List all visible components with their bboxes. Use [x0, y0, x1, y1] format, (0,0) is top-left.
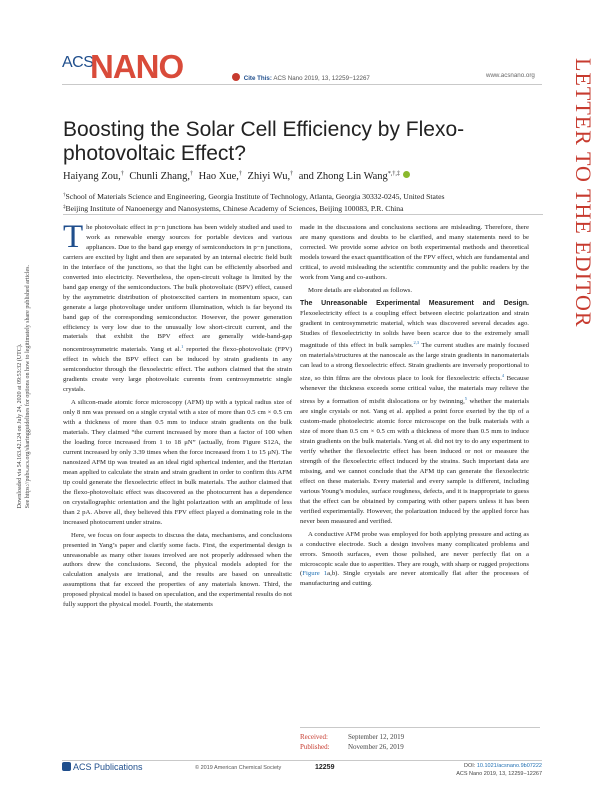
affiliation: †School of Materials Science and Engineering, Georgia Institute of Technology, Atlanta, Georgia 30332-0245, United States — [63, 192, 445, 201]
acs-publications-icon — [62, 762, 71, 771]
side-tab — [558, 0, 600, 785]
published-date: Published: November 26, 2019 — [300, 743, 404, 751]
author: Chunli Zhang,† — [129, 171, 194, 182]
citation-link[interactable]: 4 — [501, 373, 505, 379]
orcid-icon[interactable] — [403, 171, 410, 178]
paragraph: Here, we focus on four aspects to discuss the data, mechanisms, and conclusions presented in Yang’s paper and clarify some facts. First, the experimental design is unreasonable as many other issues involved are not properly addressed when the authors drew the conclusions. Second, the physical models adopted for the calculation analysis are irrational, and the results are based on unrealistic assumptions that far exceed the properties of any materials known. Third, the proposed physical model is based on speculation, and the experimental results do not fully support the physical model. Fourth, the statements — [63, 531, 292, 609]
title-divider — [63, 214, 543, 215]
section-heading: The Unreasonable Experimental Measurement and Design. — [300, 299, 529, 307]
cite-text: ACS Nano 2019, 13, 12259−12267 — [273, 75, 370, 82]
citation-link[interactable]: 1 — [181, 344, 184, 350]
journal-website[interactable]: www.acsnano.org — [486, 72, 535, 79]
article-dates — [300, 732, 540, 752]
right-column — [300, 223, 529, 592]
paragraph: The Unreasonable Experimental Measurement and Design. Flexoelectricity effect is a coupling effect between electric polarization and strain gradient in centrosymmetric material, which was discovered several decades ago. Studies of flexoelectricity in solids have been scarce due to the extremely small magnitude of this effect in bulk samples.$^{2,3}$ The current studies are mainly focused on materials/structures at the nanoscale as the large strain gradients in nanomaterials can lead to a strong flexoelectric effect. Strain gradients are inversely proportional to size, so thin films are the obvious place to look for flexoelectric effects.$^4$ Because whenever the thickness exceeds some critical value, the materials may relieve the stress by a formation of misfit dislocations or by twinning,$^5$ whether the materials are single crystals or not. Yang et al. applied a point force exerted by the tip of a custom-made photoelectric atomic force microscope on the bulk materials with a size of more than 0.5 cm × 0.5 cm with a thickness of more than 0.5 mm to induce strain gradients on the bulk materials. Yang et al. did not try to do any experiment to verify whether the flexoelectric effect has been induced or not or measure the strength of the flexoelectric effect induced by the strains. Such important data are missing, and we cannot conclude that the AFM tip can generate the flexoelectric effect on these materials. Every material and every sample is different, including various Young’s modules, surface roughness, defects, and it is inappropriate to guess that the effect can be obtained by comparing with other papers unless it has been verified experimentally. However, the polarization induced by the applied force has never been measured and verified. — [300, 299, 529, 525]
paragraph: A conductive AFM probe was employed for both applying pressure and acting as a conductive electrode. Such a design involves many complicated problems and errors. Smooth surfaces, even those polished, are never perfectly flat on a microscopic scale due to asperities. They are rough, with sharp or rugged projections (Figure 1a,b). Single crystals are never atomically flat after the processes of manufacturing and cutting. — [300, 530, 529, 588]
download-note-line1: Downloaded via 54.163.42.124 on July 24, 2020 at 09:53:32 (UTC). — [17, 343, 23, 509]
received-date: Received: September 12, 2019 — [300, 733, 405, 741]
journal-reference: ACS Nano 2019, 13, 12259−12267 — [456, 771, 542, 777]
paragraph: A silicon-made atomic force microscopy (AFM) tip with a typical radius size of only 8 nm was pressed on a single crystal with a size of more than 0.5 cm × 0.5 cm with a thickness of more than 0.5 mm to induce strain gradients on the bulk materials. They claimed “the current increased by more than a factor of 100 when the loading force increased from 1 to 18 μN” (actually, from Figure S12A, the current increased by only 3.39 times when the force increased from 1 to 15 μN). The nanosized AFM tip was treated as an ideal rigid spherical indenter, and the Hertzian mean applied to calculate the strain and strain gradient in order to confirm this AFM tip could generate the flexoelectric effect in bulk materials. The author claimed that the flexo-photovoltaic effect was discovered as the photocurrent has a dependence on crystallographic orientation and the light polarization with an amplitude of less than 2 pA. Above all, they believed this FPV effect played a dominating role in the increased photocurrent under strains. — [63, 399, 292, 526]
doi-link[interactable]: 10.1021/acsnano.9b07222 — [476, 763, 542, 769]
logo-acs-text: ACS — [62, 54, 94, 71]
copyright: © 2019 American Chemical Society — [195, 765, 282, 771]
affiliation: ‡Beijing Institute of Nanoenergy and Nanosystems, Chinese Academy of Sciences, Beijing 100083, P.R. China — [63, 204, 404, 213]
dropcap: T — [63, 219, 84, 255]
author: Haiyang Zou,† — [63, 171, 124, 182]
header-divider — [62, 84, 542, 85]
download-note — [16, 265, 32, 508]
paragraph: The photovoltaic effect in p−n junctions has been widely studied and used to work as renewable energy sources for portable devices and various appliances. Due to the band gap energy of semiconductors in p−n junctions, carriers are excited by light and then are separated by an internal electric field built in the interface of the junctions, so that the light can be efficiently absorbed and converted into electricity. Nevertheless, the open-circuit voltage is limited by the band gap energy of the semiconductors. The bulk photovoltaic (BPV) effect, caused by the asymmetric distribution of photoexcited carriers in momentum space, can generate a large photovoltage under uniform illumination, which is far beyond its band gap of the corresponding semiconductor. However, the power generation efficiency is very low due to the unusually low short-circuit current, and the materials that exhibit the BPV effect are generally wide-band-gap noncentrosymmetric materials. Yang et al.$^1$ reported the flexo-photovoltaic (FPV) effect in which the BPV effect can be induced by strain gradients in any semiconductor through the flexoelectric effect. The authors claimed that the strain gradients create very large photovoltaic currents from centrosymmetric single crystals. — [63, 219, 292, 394]
citation-link[interactable]: 5 — [464, 396, 468, 402]
figure-link[interactable]: Figure 1 — [302, 570, 328, 578]
cite-this[interactable] — [232, 73, 370, 82]
left-column — [63, 219, 292, 613]
side-tab-label: LETTER TO THE EDITOR — [571, 58, 596, 328]
author: Zhiyi Wu,† — [247, 171, 294, 182]
cite-label: Cite This: — [243, 75, 272, 82]
logo-nano-text: NANO — [90, 48, 184, 85]
cite-icon — [232, 73, 240, 81]
download-note-line2: See https://pubs.acs.org/sharingguidelines for options on how to legitimately share published articles. — [25, 265, 32, 509]
author: and Zhong Lin Wang*,†,‡ — [299, 171, 410, 182]
dates-divider — [300, 727, 540, 728]
paragraph: More details are elaborated as follows. — [308, 286, 413, 294]
publisher-logo[interactable]: ACS Publications — [62, 762, 143, 772]
citation-link[interactable]: 2,3 — [413, 340, 420, 346]
doi-block: DOI: 10.1021/acsnano.9b07222 ACS Nano 2019, 13, 12259−12267 — [456, 763, 542, 777]
article-title: Boosting the Solar Cell Efficiency by Flexo-photovoltaic Effect? — [63, 118, 465, 165]
author: Hao Xue,† — [198, 171, 242, 182]
footer-divider — [62, 760, 542, 761]
page-number: 12259 — [315, 764, 335, 771]
author-list — [63, 171, 543, 182]
paragraph: made in the discussions and conclusions sections are misleading. Therefore, there are many questions and doubts to be clarified, and many statements need to be corrected. We provide some advice on both experimental methods and theoretical models toward the exact quantification of the FPV effect, which are fundamental and critical, to avoid misleading the scientific community and the public readers by the work from Yang and co-authors. — [300, 224, 529, 281]
